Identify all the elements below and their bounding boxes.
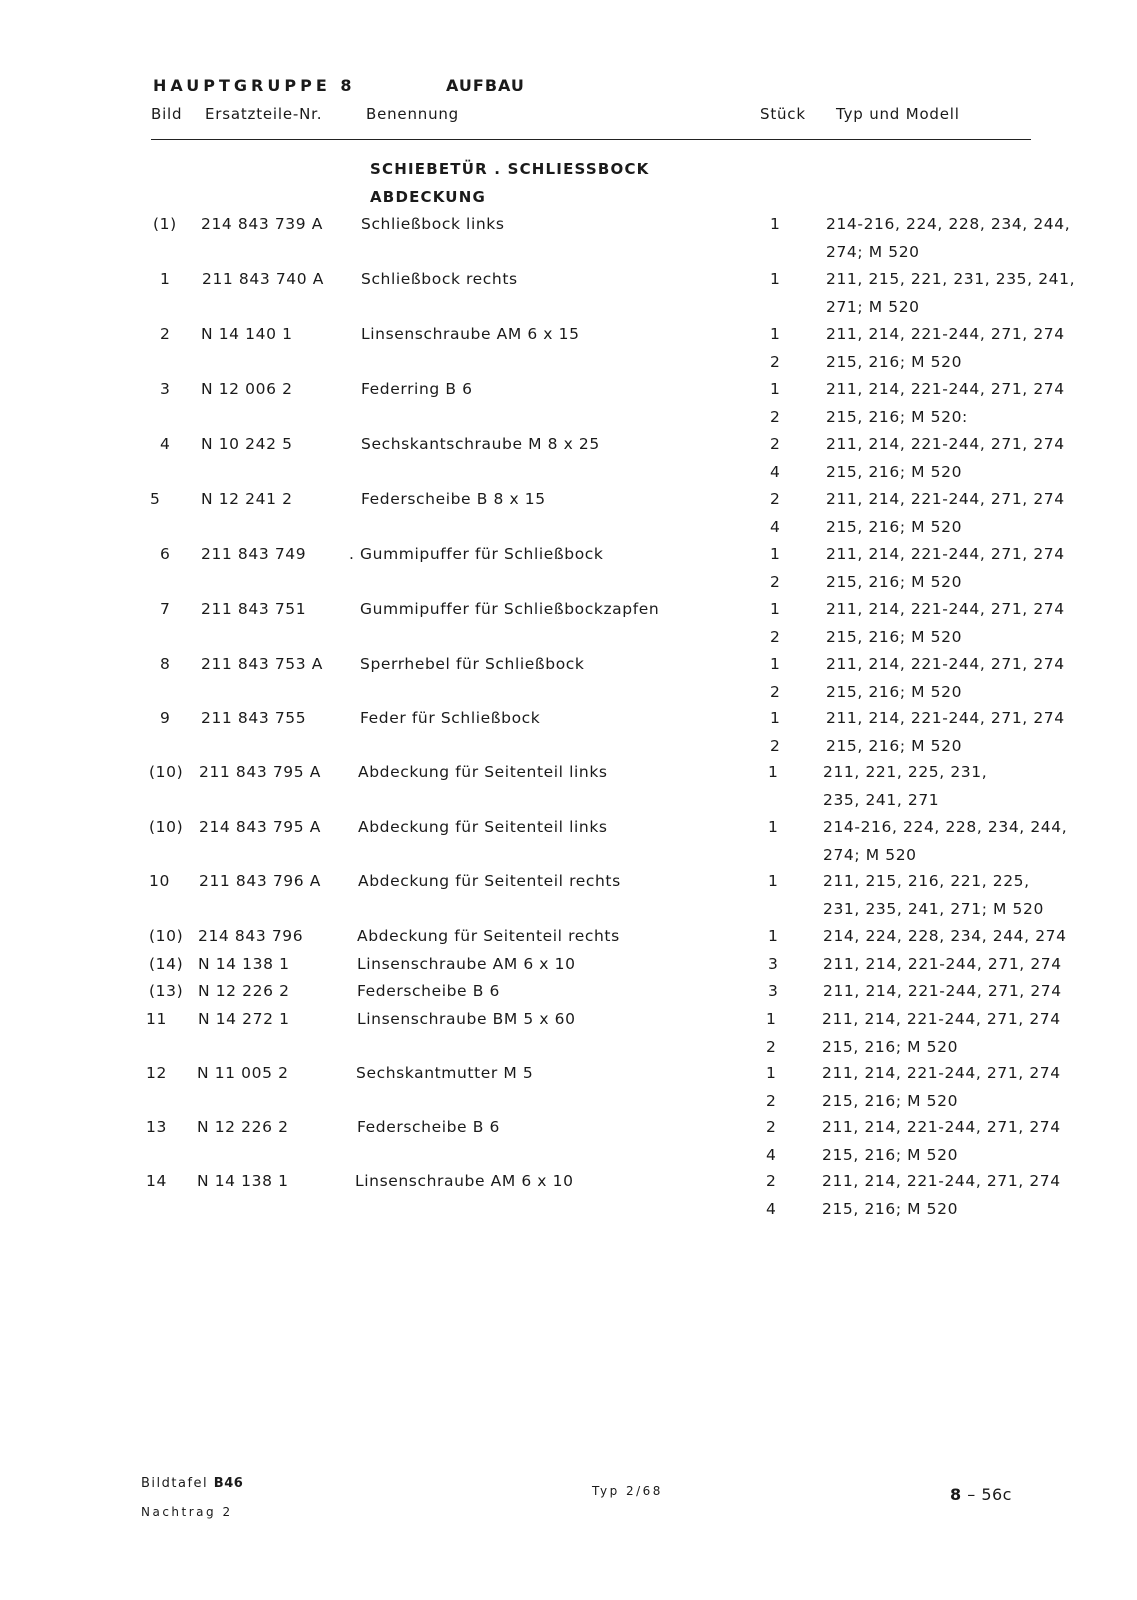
bild-cell: 11: [146, 1010, 167, 1028]
part-number-cell: N 14 140 1: [201, 325, 293, 343]
model-cell: 211, 214, 221-244, 271, 274: [823, 982, 1062, 1000]
description-cell: Linsenschraube AM 6 x 10: [357, 955, 576, 973]
model-cell: 215, 216; M 520: [822, 1038, 959, 1056]
part-number-cell: N 12 241 2: [201, 490, 293, 508]
quantity-cell: 4: [770, 518, 781, 536]
bild-cell: 10: [149, 872, 170, 890]
section-heading: AUFBAU: [446, 76, 525, 95]
model-cell: 211, 214, 221-244, 271, 274: [826, 709, 1065, 727]
bild-cell: (13): [149, 982, 184, 1000]
quantity-cell: 1: [770, 655, 781, 673]
quantity-cell: 2: [770, 737, 781, 755]
quantity-cell: 1: [770, 545, 781, 563]
model-cell: 274; M 520: [826, 243, 920, 261]
nachtrag: Nachtrag 2: [141, 1505, 233, 1519]
part-number-cell: N 14 138 1: [197, 1172, 289, 1190]
description-cell: Federring B 6: [361, 380, 473, 398]
quantity-cell: 1: [766, 1064, 777, 1082]
quantity-cell: 1: [768, 818, 779, 836]
description-cell: Abdeckung für Seitenteil rechts: [358, 872, 621, 890]
part-number-cell: N 14 272 1: [198, 1010, 290, 1028]
part-number-cell: N 12 226 2: [197, 1118, 289, 1136]
quantity-cell: 2: [770, 628, 781, 646]
quantity-cell: 1: [770, 709, 781, 727]
description-cell: Feder für Schließbock: [360, 709, 541, 727]
model-cell: 215, 216; M 520: [826, 463, 963, 481]
model-cell: 215, 216; M 520: [822, 1200, 959, 1218]
part-number-cell: 211 843 796 A: [199, 872, 321, 890]
model-cell: 211, 214, 221-244, 271, 274: [822, 1064, 1061, 1082]
part-number-cell: 211 843 795 A: [199, 763, 321, 781]
quantity-cell: 2: [766, 1118, 777, 1136]
part-number-cell: 211 843 755: [201, 709, 307, 727]
page-number-rest: – 56c: [967, 1485, 1012, 1504]
quantity-cell: 1: [768, 927, 779, 945]
bildtafel-value: B46: [213, 1476, 244, 1491]
bild-cell: 9: [160, 709, 171, 727]
model-cell: 235, 241, 271: [823, 791, 940, 809]
header-rule: [151, 139, 1031, 140]
group-heading: HAUPTGRUPPE 8: [153, 76, 356, 95]
bild-cell: 7: [160, 600, 171, 618]
part-number-cell: N 12 226 2: [198, 982, 290, 1000]
model-cell: 215, 216; M 520:: [826, 408, 968, 426]
description-cell: Schließbock rechts: [361, 270, 518, 288]
bild-cell: 5: [150, 490, 161, 508]
quantity-cell: 1: [770, 600, 781, 618]
quantity-cell: 2: [770, 573, 781, 591]
model-cell: 274; M 520: [823, 846, 917, 864]
description-cell: Abdeckung für Seitenteil links: [358, 763, 608, 781]
quantity-cell: 2: [770, 683, 781, 701]
page-number: [950, 1485, 1012, 1504]
part-number-cell: 211 843 740 A: [202, 270, 324, 288]
col-header-stueck: Stück: [760, 105, 806, 123]
model-cell: 215, 216; M 520: [822, 1092, 959, 1110]
bild-cell: 1: [160, 270, 171, 288]
description-cell: Linsenschraube AM 6 x 15: [361, 325, 580, 343]
quantity-cell: 1: [770, 270, 781, 288]
bild-cell: 14: [146, 1172, 167, 1190]
part-number-cell: N 14 138 1: [198, 955, 290, 973]
model-cell: 211, 214, 221-244, 271, 274: [822, 1010, 1061, 1028]
quantity-cell: 1: [770, 215, 781, 233]
quantity-cell: 1: [770, 380, 781, 398]
quantity-cell: 2: [770, 435, 781, 453]
part-number-cell: 214 843 795 A: [199, 818, 321, 836]
model-cell: 211, 221, 225, 231,: [823, 763, 988, 781]
bild-cell: 3: [160, 380, 171, 398]
part-number-cell: 211 843 751: [201, 600, 307, 618]
section-title-line2: ABDECKUNG: [370, 188, 486, 206]
col-header-ersatzteil: Ersatzteile-Nr.: [205, 105, 323, 123]
model-cell: 211, 214, 221-244, 271, 274: [826, 545, 1065, 563]
bild-cell: 12: [146, 1064, 167, 1082]
description-cell: Federscheibe B 8 x 15: [361, 490, 546, 508]
description-cell: Gummipuffer für Schließbockzapfen: [360, 600, 660, 618]
model-cell: 215, 216; M 520: [826, 628, 963, 646]
bild-cell: (10): [149, 818, 184, 836]
model-cell: 211, 214, 221-244, 271, 274: [822, 1118, 1061, 1136]
quantity-cell: 1: [768, 872, 779, 890]
part-number-cell: N 11 005 2: [197, 1064, 289, 1082]
quantity-cell: 3: [768, 982, 779, 1000]
model-cell: 215, 216; M 520: [826, 683, 963, 701]
description-cell: . Gummipuffer für Schließbock: [349, 545, 604, 563]
model-cell: 211, 214, 221-244, 271, 274: [823, 955, 1062, 973]
quantity-cell: 1: [768, 763, 779, 781]
part-number-cell: 214 843 739 A: [201, 215, 323, 233]
model-cell: 211, 214, 221-244, 271, 274: [826, 435, 1065, 453]
bild-cell: 4: [160, 435, 171, 453]
model-cell: 211, 214, 221-244, 271, 274: [826, 655, 1065, 673]
part-number-cell: 211 843 753 A: [201, 655, 323, 673]
description-cell: Linsenschraube BM 5 x 60: [357, 1010, 576, 1028]
bildtafel: [141, 1476, 243, 1491]
page-number-group: 8: [950, 1485, 962, 1504]
description-cell: Abdeckung für Seitenteil links: [358, 818, 608, 836]
bildtafel-label: Bildtafel: [141, 1476, 209, 1491]
section-title-line1: SCHIEBETÜR . SCHLIESSBOCK: [370, 160, 650, 178]
quantity-cell: 4: [766, 1200, 777, 1218]
quantity-cell: 4: [770, 463, 781, 481]
description-cell: Sechskantmutter M 5: [356, 1064, 534, 1082]
model-cell: 231, 235, 241, 271; M 520: [823, 900, 1044, 918]
quantity-cell: 2: [766, 1172, 777, 1190]
typ-date: Typ 2/68: [592, 1484, 663, 1498]
model-cell: 214-216, 224, 228, 234, 244,: [826, 215, 1071, 233]
col-header-bild: Bild: [151, 105, 183, 123]
quantity-cell: 2: [766, 1038, 777, 1056]
model-cell: 215, 216; M 520: [826, 353, 963, 371]
part-number-cell: 214 843 796: [198, 927, 304, 945]
description-cell: Sperrhebel für Schließbock: [360, 655, 585, 673]
description-cell: Sechskantschraube M 8 x 25: [361, 435, 600, 453]
bild-cell: 8: [160, 655, 171, 673]
quantity-cell: 1: [770, 325, 781, 343]
model-cell: 215, 216; M 520: [826, 518, 963, 536]
bild-cell: (1): [153, 215, 177, 233]
model-cell: 215, 216; M 520: [822, 1146, 959, 1164]
description-cell: Federscheibe B 6: [357, 1118, 500, 1136]
model-cell: 211, 214, 221-244, 271, 274: [822, 1172, 1061, 1190]
description-cell: Linsenschraube AM 6 x 10: [355, 1172, 574, 1190]
model-cell: 211, 214, 221-244, 271, 274: [826, 325, 1065, 343]
bild-cell: (14): [149, 955, 184, 973]
model-cell: 211, 214, 221-244, 271, 274: [826, 380, 1065, 398]
model-cell: 215, 216; M 520: [826, 737, 963, 755]
bild-cell: 13: [146, 1118, 167, 1136]
model-cell: 215, 216; M 520: [826, 573, 963, 591]
part-number-cell: N 12 006 2: [201, 380, 293, 398]
model-cell: 211, 214, 221-244, 271, 274: [826, 490, 1065, 508]
bild-cell: (10): [149, 763, 184, 781]
bild-cell: (10): [149, 927, 184, 945]
quantity-cell: 4: [766, 1146, 777, 1164]
model-cell: 214-216, 224, 228, 234, 244,: [823, 818, 1068, 836]
bild-cell: 2: [160, 325, 171, 343]
model-cell: 271; M 520: [826, 298, 920, 316]
description-cell: Federscheibe B 6: [357, 982, 500, 1000]
quantity-cell: 1: [766, 1010, 777, 1028]
model-cell: 214, 224, 228, 234, 244, 274: [823, 927, 1067, 945]
model-cell: 211, 215, 216, 221, 225,: [823, 872, 1030, 890]
bild-cell: 6: [160, 545, 171, 563]
quantity-cell: 2: [770, 490, 781, 508]
quantity-cell: 2: [770, 353, 781, 371]
col-header-typ: Typ und Modell: [836, 105, 960, 123]
quantity-cell: 2: [766, 1092, 777, 1110]
part-number-cell: N 10 242 5: [201, 435, 293, 453]
part-number-cell: 211 843 749: [201, 545, 307, 563]
description-cell: Abdeckung für Seitenteil rechts: [357, 927, 620, 945]
col-header-benennung: Benennung: [366, 105, 460, 123]
description-cell: Schließbock links: [361, 215, 505, 233]
model-cell: 211, 214, 221-244, 271, 274: [826, 600, 1065, 618]
quantity-cell: 2: [770, 408, 781, 426]
quantity-cell: 3: [768, 955, 779, 973]
model-cell: 211, 215, 221, 231, 235, 241,: [826, 270, 1076, 288]
